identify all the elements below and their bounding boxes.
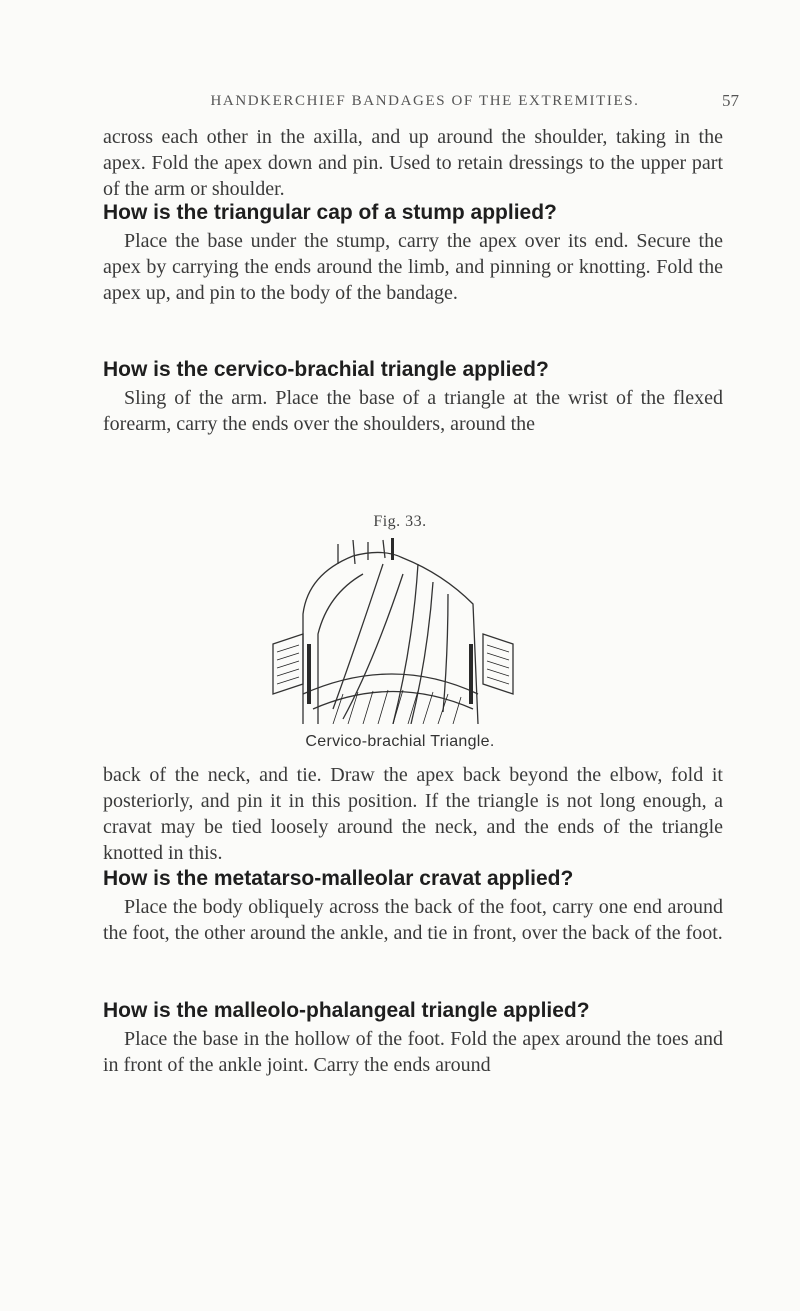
figure-caption: Cervico-brachial Triangle. — [305, 733, 495, 750]
paragraph-text: Place the base in the hollow of the foot. Fold the apex around the toes and in front of the ankle joint. Carry the ends around — [103, 1028, 723, 1076]
answer-paragraph — [103, 894, 723, 946]
paragraph-text: Sling of the arm. Place the base of a triangle at the wrist of the flexed forearm, carry the ends over the shoulders, around the — [103, 387, 723, 435]
paragraph-continuation — [103, 762, 723, 866]
paragraph-text: back of the neck, and tie. Draw the apex back beyond the elbow, fold it posteriorly, and pin it in this position. If the triangle is not long enough, a cravat may be tied loosely around the neck, and the ends of the triangle knotted in this. — [103, 764, 723, 864]
figure-label: Fig. 33. — [373, 513, 427, 530]
answer-paragraph — [103, 1026, 723, 1078]
paragraph-text: Place the base under the stump, carry the apex over its end. Secure the apex by carrying the ends around the limb, and pinning or knotting. Fold the apex up, and pin to the body of the bandage. — [103, 230, 723, 304]
question-heading: How is the malleolo-phalangeal triangle applied? — [103, 999, 590, 1022]
answer-paragraph — [103, 385, 723, 437]
paragraph-continuation — [103, 124, 723, 202]
question-heading: How is the triangular cap of a stump applied? — [103, 201, 557, 224]
running-head: HANDKERCHIEF BANDAGES OF THE EXTREMITIES. — [210, 93, 640, 109]
question-heading: How is the metatarso-malleolar cravat applied? — [103, 867, 574, 890]
figure-illustration — [243, 534, 543, 724]
cervico-brachial-illustration — [243, 534, 543, 724]
question-heading: How is the cervico-brachial triangle applied? — [103, 358, 549, 381]
paragraph-text: Place the body obliquely across the back of the foot, carry one end around the foot, the other around the ankle, and tie in front, over the back of the foot. — [103, 896, 723, 944]
paragraph-text: across each other in the axilla, and up around the shoulder, taking in the apex. Fold the apex down and pin. Used to retain dressings to the upper part of the arm or shoulder. — [103, 126, 723, 200]
page-number: 57 — [722, 91, 739, 110]
answer-paragraph — [103, 228, 723, 306]
